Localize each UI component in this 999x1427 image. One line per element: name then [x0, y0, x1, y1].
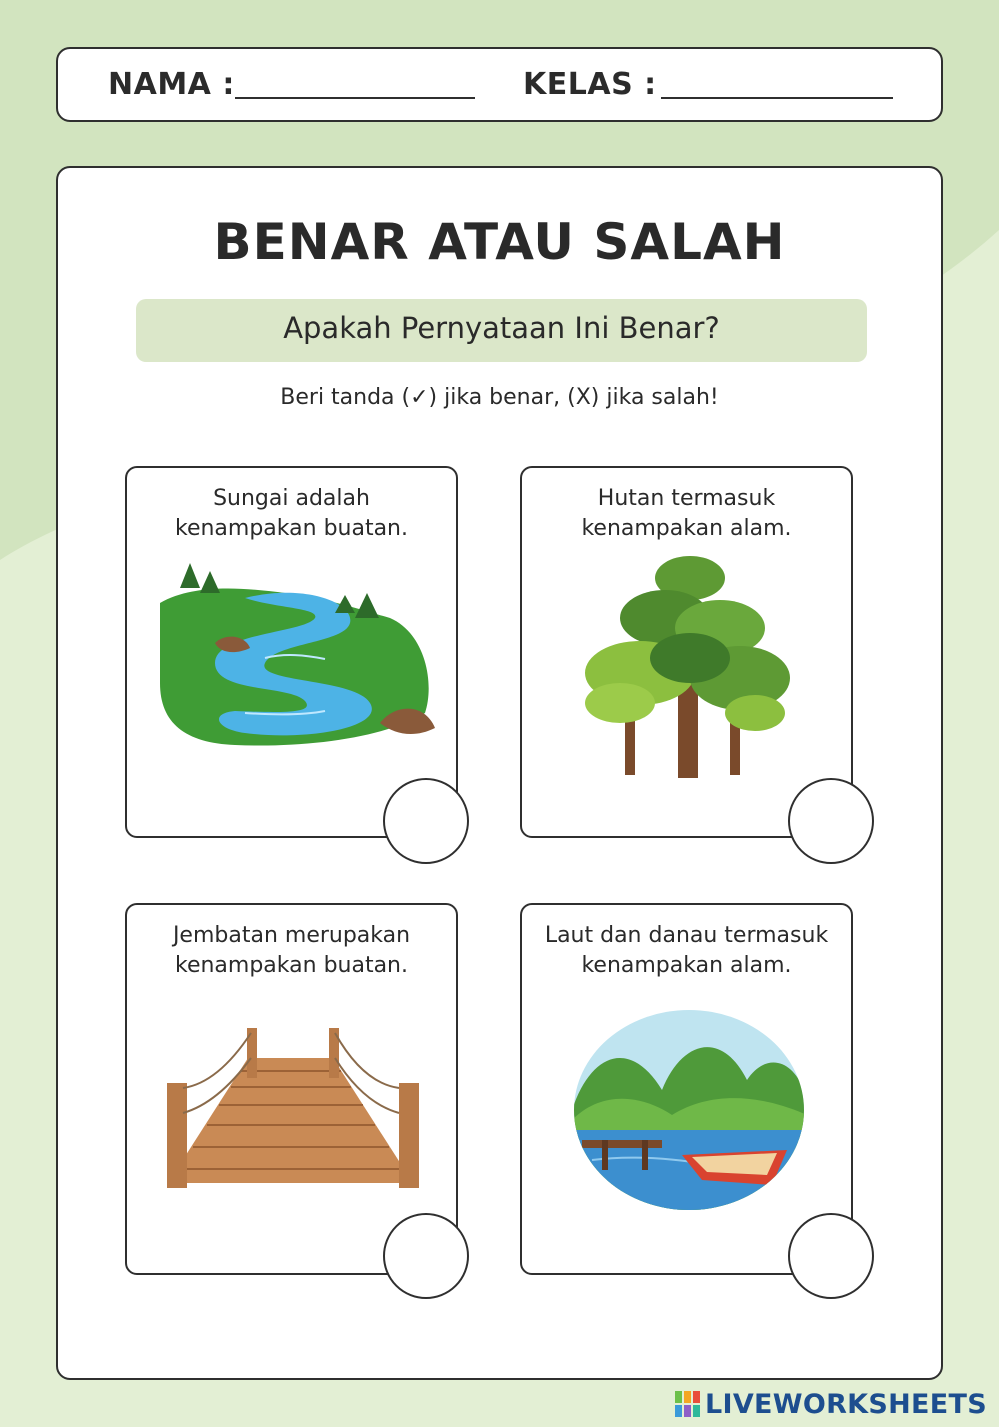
statement-card-lake: [520, 903, 853, 1275]
name-label: NAMA :: [108, 67, 235, 102]
subtitle-band: [136, 299, 867, 362]
statement-card-forest: [520, 466, 853, 838]
class-input-line[interactable]: [661, 97, 893, 99]
river-icon: [155, 563, 440, 753]
answer-circle[interactable]: [383, 778, 469, 864]
statement-text: Laut dan danau termasuk kenampakan alam.: [544, 923, 829, 978]
statement-text: Sungai adalah kenampakan buatan.: [175, 486, 408, 541]
worksheet-subtitle: Apakah Pernyataan Ini Benar?: [283, 311, 720, 345]
statement-text: Hutan termasuk kenampakan alam.: [581, 486, 792, 541]
statement-text: Jembatan merupakan kenampakan buatan.: [172, 923, 411, 978]
answer-circle[interactable]: [383, 1213, 469, 1299]
student-info-bar: [56, 47, 943, 122]
answer-circle[interactable]: [788, 1213, 874, 1299]
wooden-bridge-icon: [163, 1023, 423, 1188]
liveworksheets-logo[interactable]: [675, 1386, 987, 1422]
statement-card-river: [125, 466, 458, 838]
name-input-line[interactable]: [235, 97, 475, 99]
lake-boat-icon: [572, 1000, 807, 1210]
liveworksheets-icon: [675, 1391, 701, 1417]
answer-circle[interactable]: [788, 778, 874, 864]
instruction-text: Beri tanda (✓) jika benar, (X) jika salah!: [280, 385, 719, 410]
statement-card-bridge: [125, 903, 458, 1275]
class-label: KELAS :: [523, 67, 657, 102]
worksheet-title: BENAR ATAU SALAH: [213, 213, 786, 271]
forest-trees-icon: [580, 553, 790, 778]
brand-text: LIVEWORKSHEETS: [704, 1388, 987, 1420]
